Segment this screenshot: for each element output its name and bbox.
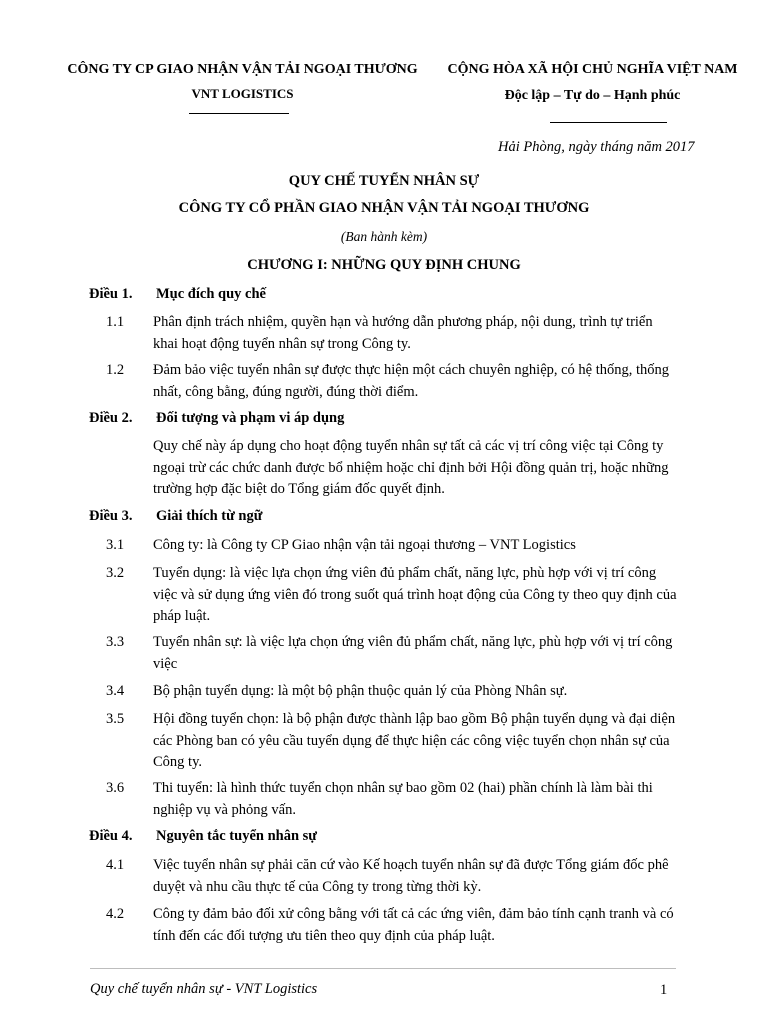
page-number: 1 [660, 982, 668, 998]
item-text: Hội đồng tuyển chọn: là bộ phận được thành lập bao gồm Bộ phận tuyển dụng và đại diện các Phòng ban có yêu cầu tuyển dụng để thực hiện các công việc tuyển chọn nhân sự của Công ty. [153, 711, 676, 770]
item-number: 4.2 [106, 906, 125, 922]
place-date: Hải Phòng, ngày tháng năm 2017 [498, 139, 695, 155]
nation-title: CỘNG HÒA XÃ HỘI CHỦ NGHĨA VIỆT NAM [447, 62, 738, 77]
doc-title: QUY CHẾ TUYỂN NHÂN SỰ [288, 173, 480, 189]
item-number: 3.1 [106, 537, 125, 553]
item-text: Công ty: là Công ty CP Giao nhận vận tải ngoại thương – VNT Logistics [153, 537, 576, 553]
item-number: 1.2 [106, 362, 125, 378]
chapter-heading: CHƯƠNG I: NHỮNG QUY ĐỊNH CHUNG [247, 257, 521, 273]
item-number: 3.2 [106, 565, 125, 581]
item-number: 1.1 [106, 314, 125, 330]
doc-subtitle: CÔNG TY CỔ PHẦN GIAO NHẬN VẬN TẢI NGOẠI THƯƠNG [178, 200, 590, 216]
footer-rule [90, 968, 676, 969]
header-right-rule [550, 122, 667, 123]
footer-title: Quy chế tuyển nhân sự - VNT Logistics [90, 981, 318, 997]
item-text: Công ty đảm bảo đối xử công bằng với tất cả các ứng viên, đảm bảo tính cạnh tranh và có tính đến các đối tượng ưu tiên theo quy định của pháp luật. [153, 906, 674, 944]
item-number: 4.1 [106, 857, 125, 873]
article-3-title: Giải thích từ ngữ [156, 508, 263, 524]
article-3-label: Điều 3. [89, 508, 133, 524]
item-text: Thi tuyển: là hình thức tuyển chọn nhân sự bao gồm 02 (hai) phần chính là làm bài thi nghiệp vụ và phỏng vấn. [153, 780, 653, 818]
issued-note: (Ban hành kèm) [340, 229, 428, 244]
article-4-label: Điều 4. [89, 828, 133, 844]
header-left-rule [189, 113, 289, 114]
article-2-paragraph: Quy chế này áp dụng cho hoạt động tuyển nhân sự tất cả các vị trí công việc tại Công ty ngoại trừ các chức danh được bổ nhiệm hoặc chỉ định bởi Hội đồng quản trị, hoặc những trường hợp đặc biệt do Tổng giám đốc quyết định. [153, 438, 669, 497]
article-1-label: Điều 1. [89, 286, 133, 302]
item-text: Bộ phận tuyển dụng: là một bộ phận thuộc quản lý của Phòng Nhân sự. [153, 683, 568, 699]
article-1-title: Mục đích quy chế [156, 286, 266, 302]
item-text: Việc tuyển nhân sự phải căn cứ vào Kế hoạch tuyển nhân sự đã được Tổng giám đốc phê duyệt và nhu cầu thực tế của Công ty trong từng thời kỳ. [153, 857, 669, 895]
item-number: 3.3 [106, 634, 125, 650]
article-2-title: Đối tượng và phạm vi áp dụng [156, 410, 345, 426]
item-text: Tuyển dụng: là việc lựa chọn ứng viên đủ phẩm chất, năng lực, phù hợp với vị trí công việc và sử dụng ứng viên đó trong suốt quá trình hoạt động của Công ty theo quy định của pháp luật. [153, 565, 677, 624]
item-text: Phân định trách nhiệm, quyền hạn và hướng dẫn phương pháp, nội dung, trình tự triển khai hoạt động tuyển nhân sự trong Công ty. [153, 314, 653, 352]
article-4-title: Nguyên tắc tuyển nhân sự [156, 828, 317, 844]
item-text: Đảm bảo việc tuyển nhân sự được thực hiện một cách chuyên nghiệp, có hệ thống, thống nhất, công bằng, đúng người, đúng thời điểm. [153, 362, 670, 400]
item-number: 3.6 [106, 780, 125, 796]
item-number: 3.5 [106, 711, 125, 727]
national-motto: Độc lập – Tự do – Hạnh phúc [504, 88, 681, 103]
item-number: 3.4 [106, 683, 125, 699]
company-name: CÔNG TY CP GIAO NHẬN VẬN TẢI NGOẠI THƯƠNG [67, 62, 418, 77]
article-2-label: Điều 2. [89, 410, 133, 426]
item-text: Tuyển nhân sự: là việc lựa chọn ứng viên đủ phẩm chất, năng lực, phù hợp với vị trí công việc [153, 634, 673, 672]
company-brand: VNT LOGISTICS [191, 86, 294, 101]
